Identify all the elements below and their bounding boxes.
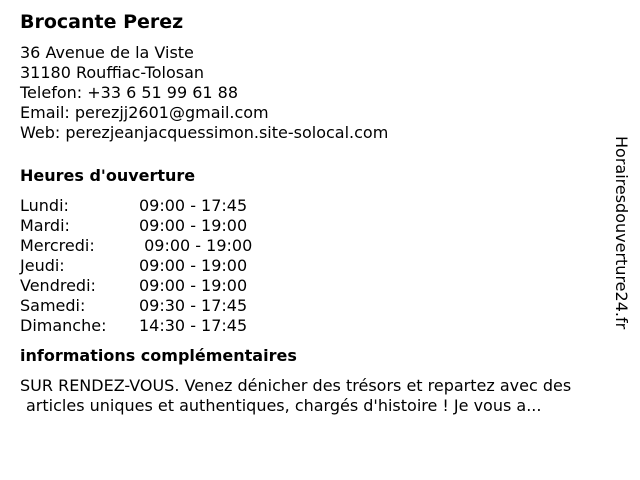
hours-row-wednesday bbox=[20, 236, 252, 256]
additional-info-text bbox=[20, 376, 630, 416]
address-street: 36 Avenue de la Viste bbox=[20, 43, 194, 62]
time-range: 14:30 - 17:45 bbox=[139, 316, 248, 335]
site-watermark: Horairesdouverture24.fr bbox=[612, 136, 631, 330]
phone-line[interactable]: Telefon: +33 6 51 99 61 88 bbox=[20, 83, 239, 102]
hours-row-sunday bbox=[20, 316, 252, 336]
hours-row-friday bbox=[20, 276, 252, 296]
hours-row-saturday bbox=[20, 296, 252, 316]
time-range: 09:00 - 17:45 bbox=[139, 196, 248, 215]
opening-hours-heading: Heures d'ouverture bbox=[20, 166, 196, 185]
info-line-1: SUR RENDEZ-VOUS. Venez dénicher des trésors et repartez avec des bbox=[20, 376, 572, 395]
contact-block bbox=[20, 43, 620, 143]
hours-row-thursday bbox=[20, 256, 252, 276]
time-range: 09:00 - 19:00 bbox=[139, 276, 248, 295]
hours-row-tuesday bbox=[20, 216, 252, 236]
business-card bbox=[20, 10, 620, 416]
day-label: Samedi: bbox=[20, 296, 86, 315]
day-label: Vendredi: bbox=[20, 276, 96, 295]
email-line[interactable]: Email: perezjj2601@gmail.com bbox=[20, 103, 269, 122]
time-range: 09:00 - 19:00 bbox=[139, 256, 248, 275]
day-label: Mercredi: bbox=[20, 236, 95, 255]
day-label: Dimanche: bbox=[20, 316, 107, 335]
website-line[interactable]: Web: perezjeanjacquessimon.site-solocal.com bbox=[20, 123, 389, 142]
day-label: Lundi: bbox=[20, 196, 69, 215]
address-city: 31180 Rouffiac-Tolosan bbox=[20, 63, 205, 82]
time-range: 09:00 - 19:00 bbox=[139, 216, 248, 235]
day-label: Mardi: bbox=[20, 216, 70, 235]
day-label: Jeudi: bbox=[20, 256, 65, 275]
hours-row-monday bbox=[20, 196, 252, 216]
info-line-2: articles uniques et authentiques, chargés d'histoire ! Je vous a... bbox=[26, 396, 542, 415]
time-range: 09:00 - 19:00 bbox=[139, 236, 253, 255]
additional-info-heading: informations complémentaires bbox=[20, 346, 297, 365]
business-name: Brocante Perez bbox=[20, 11, 184, 33]
opening-hours-table bbox=[20, 196, 252, 336]
time-range: 09:30 - 17:45 bbox=[139, 296, 248, 315]
